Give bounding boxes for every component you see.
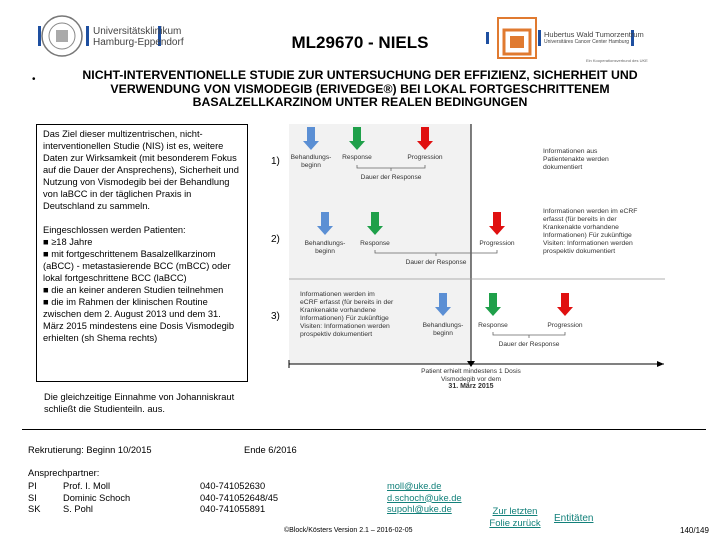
axis-note: Patient erhielt mindestens 1 Dosis Vismodegib vor dem 31. März 2015 bbox=[421, 368, 521, 390]
contact-phone: 040-741052648/45 bbox=[200, 492, 279, 503]
back-link[interactable]: Zur letzten Folie zurück bbox=[489, 506, 541, 529]
info-row-1: Informationen aus Patientenakte werden dokumentiert bbox=[543, 148, 609, 171]
response-label: Response bbox=[360, 240, 390, 247]
info-row-2: Informationen werden im eCRF erfasst (für bereits in der Krankenakte vorhandene Informationen) Für zukünftige Visiten: Informationen werden prospektiv dokumentiert bbox=[543, 208, 638, 255]
study-aim: Das Ziel dieser multizentrischen, nicht-interventionellen Studie (NIS) ist es, weitere Daten zur Wirksamkeit (mit besonderem Fokus auf die Dauer der Ansprechens), Sicherheit und Nutzung von Vismodegib bei der Behandlung von laBCC in der täglichen Praxis in Deutschland zu sammeln. bbox=[43, 129, 239, 211]
contact-name: Dominic Schoch bbox=[63, 492, 131, 503]
recruitment-end: Ende 6/2016 bbox=[244, 445, 297, 455]
progression-arrow-icon bbox=[557, 293, 573, 316]
response-label: Response bbox=[342, 154, 372, 161]
response-arrow-icon bbox=[485, 293, 501, 316]
hwtz-line2: Universitäres Cancer Center Hamburg bbox=[544, 39, 630, 45]
entities-link[interactable]: Entitäten bbox=[554, 513, 594, 524]
treatment-start-label: Behandlungs-beginn bbox=[422, 322, 464, 337]
info-row-3: Informationen werden im eCRF erfasst (für bereits in der Krankenakte vorhandene Informationen) Für zukünftige Visiten: Informationen werden prospektiv dokumentiert bbox=[300, 291, 394, 338]
contact-role: SI bbox=[28, 492, 37, 503]
contact-email[interactable]: d.schoch@uke.de bbox=[387, 492, 462, 503]
row-number: 1) bbox=[271, 156, 280, 167]
duration-bracket bbox=[493, 332, 565, 338]
divider bbox=[22, 429, 706, 430]
uke-line1: Universitätsklinikum bbox=[93, 26, 182, 37]
duration-label: Dauer der Response bbox=[498, 341, 560, 348]
row-number: 2) bbox=[271, 234, 280, 245]
duration-label: Dauer der Response bbox=[360, 174, 422, 181]
contact-email[interactable]: supohl@uke.de bbox=[387, 504, 452, 514]
contact-phone: 040-741052630 bbox=[200, 481, 266, 491]
hwtz-line1: Hubertus Wald Tumorzentrum bbox=[544, 30, 644, 39]
treatment-start-label: Behandlungs-beginn bbox=[304, 240, 346, 255]
recruitment-start: Rekrutierung: Beginn 10/2015 bbox=[28, 445, 152, 455]
contact-name: S. Pohl bbox=[63, 504, 93, 514]
contacts-label: Ansprechpartner: bbox=[28, 468, 100, 478]
axis-date: 31. März 2015 bbox=[448, 383, 494, 390]
contact-role: PI bbox=[28, 481, 37, 491]
page-number: 140/149 bbox=[680, 526, 709, 535]
progression-label: Progression bbox=[547, 322, 583, 329]
row-number: 3) bbox=[271, 311, 280, 322]
hwtz-tagline: Ein Kooperationsverbund des UKE bbox=[586, 58, 648, 63]
progression-arrow-icon bbox=[489, 212, 505, 235]
contact-name: Prof. I. Moll bbox=[63, 481, 111, 491]
criterion: ■ ≥18 Jahre bbox=[43, 237, 93, 247]
duration-label: Dauer der Response bbox=[405, 259, 467, 266]
inclusion-intro: Eingeschlossen werden Patienten: bbox=[43, 225, 186, 235]
response-label: Response bbox=[478, 322, 508, 329]
contact-role: SK bbox=[28, 504, 41, 514]
copyright: ©Block/Kösters Version 2.1 – 2016-02-05 bbox=[284, 527, 413, 534]
progression-label: Progression bbox=[479, 240, 515, 247]
uke-line2: Hamburg-Eppendorf bbox=[93, 37, 184, 48]
contact-email[interactable]: moll@uke.de bbox=[387, 481, 442, 491]
progression-label: Progression bbox=[407, 154, 443, 161]
page-title: ML29670 - NIELS bbox=[291, 33, 429, 52]
criterion: ■ die im Rahmen der klinischen Routine zwischen dem 2. August 2013 und dem 31. März 2015 mindestens eine Dosis Vismodegib erhielten (sh Shema rechts) bbox=[43, 297, 235, 343]
heading-bullet: • bbox=[32, 74, 36, 85]
contact-phone: 040-741055891 bbox=[200, 504, 266, 514]
criterion: ■ mit fortgeschrittenem Basalzellkarzinom (aBCC) - metastasierende BCC (mBCC) oder lokal fortgeschrittene BCC (laBCC) bbox=[43, 249, 231, 283]
treatment-start-label: Behandlungs-beginn bbox=[290, 154, 332, 169]
criterion: ■ die an keiner anderen Studien teilnehmen bbox=[43, 285, 224, 295]
exclusion-note: Die gleichzeitige Einnahme von Johanniskraut schließt die Studienteiln. aus. bbox=[44, 392, 235, 414]
study-heading: NICHT-INTERVENTIONELLE STUDIE ZUR UNTERSUCHUNG DER EFFIZIENZ, SICHERHEIT UND VERWENDUNG VON VISMODEGIB (ERIVEDGE®) BEI LOKAL FORTGESCHRITTENEM BASALZELLKARZINOM UNTER REALEN BEDINGUNGEN bbox=[82, 68, 638, 109]
